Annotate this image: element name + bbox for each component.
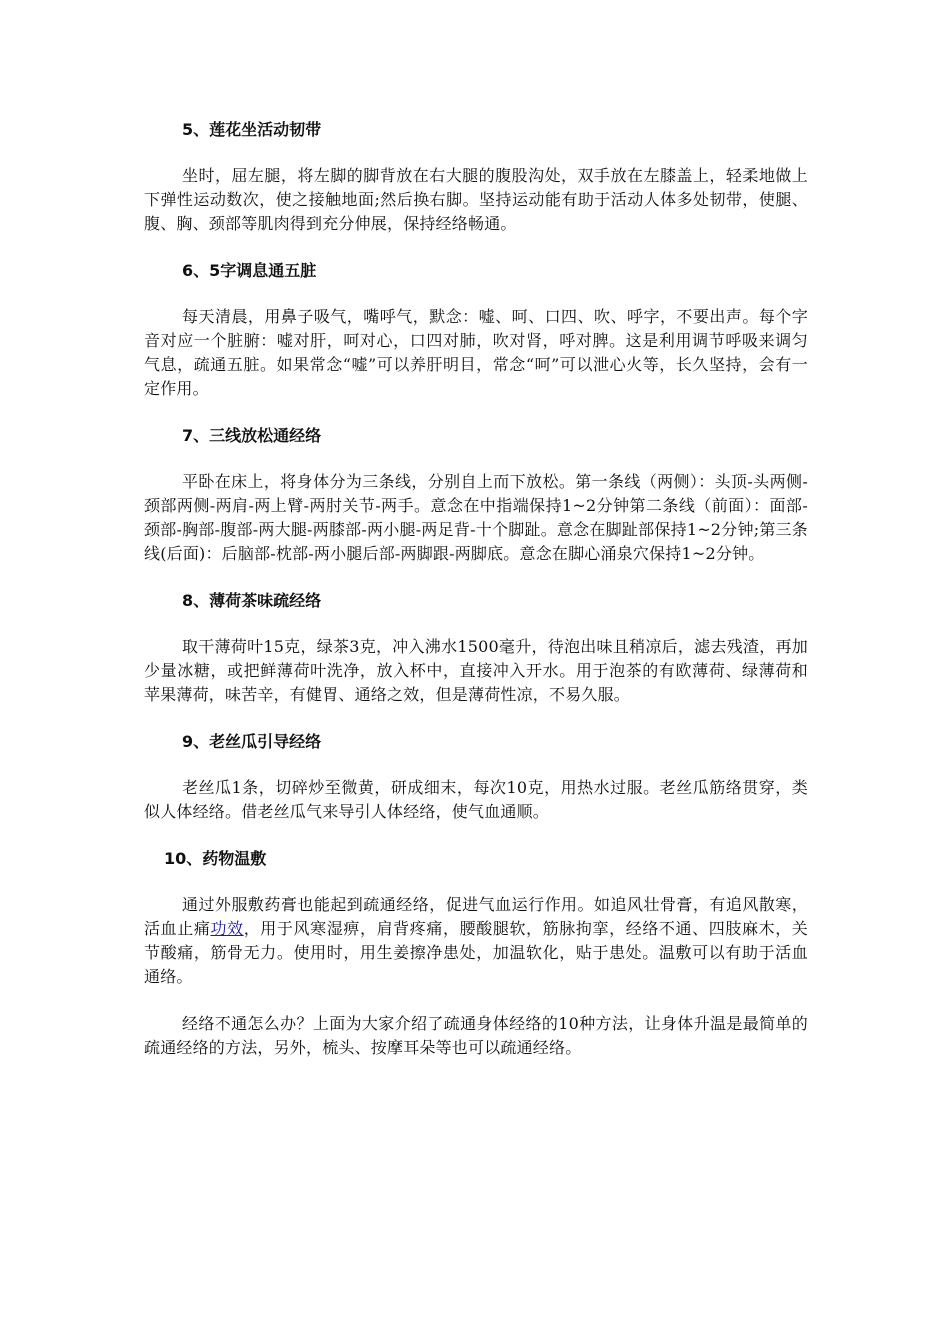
section-heading-7: 7、三线放松通经络 xyxy=(182,426,322,445)
closing-paragraph: 经络不通怎么办？上面为大家介绍了疏通身体经络的10种方法，让身体升温是最简单的疏通经络的方法，另外，梳头、按摩耳朵等也可以疏通经络。 xyxy=(144,1014,808,1057)
section-heading-9: 9、老丝瓜引导经络 xyxy=(182,732,322,751)
paragraph-text-after-link: ，用于风寒湿痹，肩背疼痛，腰酸腿软，筋脉拘挛，经络不通、四肢麻木，关节酸痛，筋骨无力。使用时，用生姜擦净患处，加温软化，贴于患处。温敷可以有助于活血通络。 xyxy=(144,919,809,986)
section-paragraph-9: 老丝瓜1条，切碎炒至微黄，研成细末，每次10克，用热水过服。老丝瓜筋络贯穿，类似人体经络。借老丝瓜气来导引人体经络，使气血通顺。 xyxy=(144,778,808,821)
section-paragraph-8: 取干薄荷叶15克，绿茶3克，冲入沸水1500毫升，待泡出味且稍凉后，滤去残渣，再加少量冰糖，或把鲜薄荷叶洗净，放入杯中，直接冲入开水。用于泡茶的有欧薄荷、绿薄荷和苹果薄荷，味苦辛，有健胃、通络之效，但是薄荷性凉，不易久服。 xyxy=(144,637,808,704)
section-paragraph-5: 坐时，屈左腿，将左脚的脚背放在右大腿的腹股沟处，双手放在左膝盖上，轻柔地做上下弹性运动数次，使之接触地面;然后换右脚。坚持运动能有助于活动人体多处韧带，使腿、腹、胸、颈部等肌肉得到充分伸展，保持经络畅通。 xyxy=(144,166,808,233)
section-heading-10: 10、药物温敷 xyxy=(164,849,267,868)
section-paragraph-7: 平卧在床上，将身体分为三条线，分别自上而下放松。第一条线（两侧）：头顶-头两侧-颈部两侧-两肩-两上臂-两肘关节-两手。意念在中指端保持1~2分钟第二条线（前面）：面部-颈部-胸部-腹部-两大腿-两膝部-两小腿-两足背-十个脚趾。意念在脚趾部保持1~2分钟;第三条线(后面)：后脑部-枕部-两小腿后部-两脚跟-两脚底。意念在脚心涌泉穴保持1~2分钟。 xyxy=(144,472,808,563)
document-page xyxy=(144,118,808,1060)
section-heading-5: 5、莲花坐活动韧带 xyxy=(182,120,322,139)
section-paragraph-6: 每天清晨，用鼻子吸气，嘴呼气，默念：嘘、呵、口四、吹、呼字，不要出声。每个字音对应一个脏腑：嘘对肝，呵对心，口四对肺，吹对肾，呼对脾。这是利用调节呼吸来调匀气息，疏通五脏。如果常念“嘘”可以养肝明目，常念“呵”可以泄心火等，长久坚持，会有一定作用。 xyxy=(144,307,808,398)
section-heading-6: 6、5字调息通五脏 xyxy=(182,261,317,280)
efficacy-link[interactable]: 功效 xyxy=(210,919,244,938)
paragraph-text-before-link: 通过外服敷药膏也能起到疏通经络，促进气血运行作用。如追风壮骨膏，有追风散寒，活血止痛 xyxy=(144,895,808,938)
section-heading-8: 8、薄荷茶味疏经络 xyxy=(182,591,322,610)
section-paragraph-10 xyxy=(144,893,808,989)
